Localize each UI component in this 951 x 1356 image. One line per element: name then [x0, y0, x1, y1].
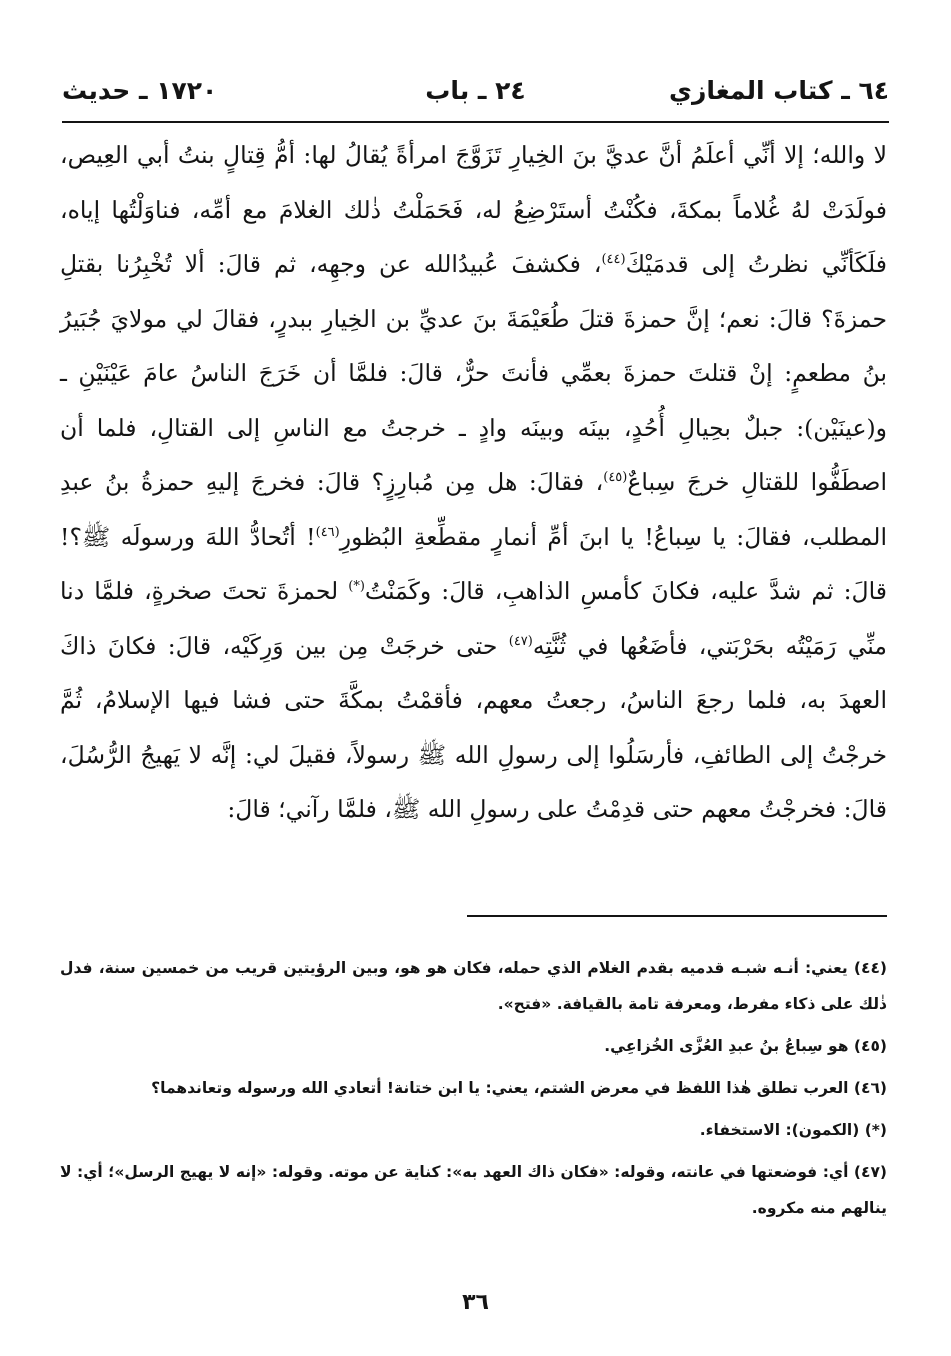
footnote-46: (٤٦) العرب تطلق هٰذا اللفظ في معرض الشتم، يعني: يا ابن ختانة! أتعادي الله ورسوله وتعاندهما؟ — [151, 1079, 887, 1097]
body-segment-4: ! أتُحادُّ اللهَ ورسولَه ﷺ؟! قالَ: ثم شدَّ عليه، فكانَ كأمسِ الذاهبِ، قالَ: وكَمَنْتُ — [60, 522, 887, 605]
footnote-44: (٤٤) يعني: أنـه شبـه قدميه بقدم الغلام الذي حمله، فكان هو هو، وبين الرؤيتين قريب من خمسين سنة، فدل ذٰلك على ذكاء مفرط، ومعرفة تامة بالقيافة. «فتح». — [60, 959, 887, 1013]
footnote-ref-46[interactable]: (٤٦) — [315, 524, 340, 540]
footnote-47: (٤٧) أي: فوضعتها في عانته، وقوله: «فكان ذاك العهد به»: كناية عن موته. وقوله: «إنه لا يهيج الرسل»؛ أي: لا ينالهم منه مكروه. — [60, 1163, 887, 1217]
header-section-title: ٢٤ ـ باب — [425, 76, 526, 105]
footnote-ref-47[interactable]: (٤٧) — [508, 633, 533, 649]
header-divider — [62, 121, 889, 123]
header-hadith-number: ١٧٢٠ ـ حديث — [62, 76, 218, 105]
body-segment-3: ، فقالَ: هل مِن مُبارِزٍ؟ قالَ: فخرجَ إليهِ حمزةُ بنُ عبدِ المطلب، فقالَ: يا سِباعُ! يا ابنَ أمِّ أنمارٍ مقطِّعةِ البُظورِ — [60, 468, 887, 551]
hadith-body-text — [60, 128, 887, 837]
body-segment-5: لحمزةَ تحتَ صخرةٍ، فلمَّا دنا منِّي رَمَيْتُه بحَرْبَتي، فأضَعُها في ثُنَّتِه — [60, 577, 887, 660]
footnote-ref-44[interactable]: (٤٤) — [601, 252, 626, 268]
footnote-ref-45[interactable]: (٤٥) — [603, 470, 628, 486]
body-segment-1: لا والله؛ إلا أنِّي أعلَمُ أنَّ عديَّ بنَ الخِيارِ تَزَوَّجَ امرأةً يُقالُ لها: أمُّ قِتالٍ بنتُ أبي العِيص، فولَدَتْ لهُ غُلاماً بمكةَ، فكُنْتُ أستَرْضِعُ له، فَحَمَلْتُ ذٰلك الغلامَ مع أمِّه، فناوَلْتُها إياه، فلَكَأنِّي نظرتُ إلى قدمَيْكَ — [60, 141, 887, 278]
footnote-ref-star[interactable]: (*) — [348, 579, 365, 595]
footnotes-section — [60, 950, 887, 1232]
body-segment-6: حتى خرجَتْ مِن بين وَرِكَيْه، قالَ: فكانَ ذاكَ العهدَ به، فلما رجعَ الناسُ، رجعتُ معهم، فأقمْتُ بمكَّةَ حتى فشا فيها الإسلامُ، ثُمَّ خرجْتُ إلى الطائفِ، فأرسَلُوا إلى رسولِ الله ﷺ رسولاً، فقيلَ لي: إنَّه لا يَهيجُ الرُّسُلَ، قالَ: فخرجْتُ معهم حتى قدِمْتُ على رسولِ الله ﷺ، فلمَّا رآني؛ قالَ: — [60, 631, 887, 823]
footnote-divider — [467, 915, 887, 917]
page-number: ٣٦ — [462, 1290, 489, 1315]
body-segment-2: ، فكشفَ عُبيدُالله عن وجهِه، ثم قالَ: ألا تُخْبِرُنا بقتلِ حمزةَ؟ قالَ: نعم؛ إنَّ حمزةَ قتلَ طُعَيْمَةَ بنَ عديِّ بن الخِيارِ ببدرٍ، فقالَ لي مولايَ جُبَيرُ بنُ مطعمٍ: إنْ قتلتَ حمزةَ بعمِّي فأنتَ حرٌّ، قالَ: فلمَّا أن خَرَجَ الناسُ عامَ عَيْنَيْنِ ـ و(عينَيْن): جبلٌ بحِيالِ أُحُدٍ، بينَه وبينَه وادٍ ـ خرجتُ مع الناسِ إلى القتالِ، فلما أن اصطَفُّوا للقتالِ خرجَ سِباعٌ — [60, 250, 887, 496]
header-chapter-title: ٦٤ ـ كتاب المغازي — [669, 76, 889, 105]
running-header — [62, 72, 889, 116]
footnote-45: (٤٥) هو سِباعُ بنُ عبدِ العُزَّى الخُزاعِي. — [604, 1037, 887, 1055]
footnote-star: (*) (الكمون): الاستخفاء. — [699, 1121, 887, 1139]
